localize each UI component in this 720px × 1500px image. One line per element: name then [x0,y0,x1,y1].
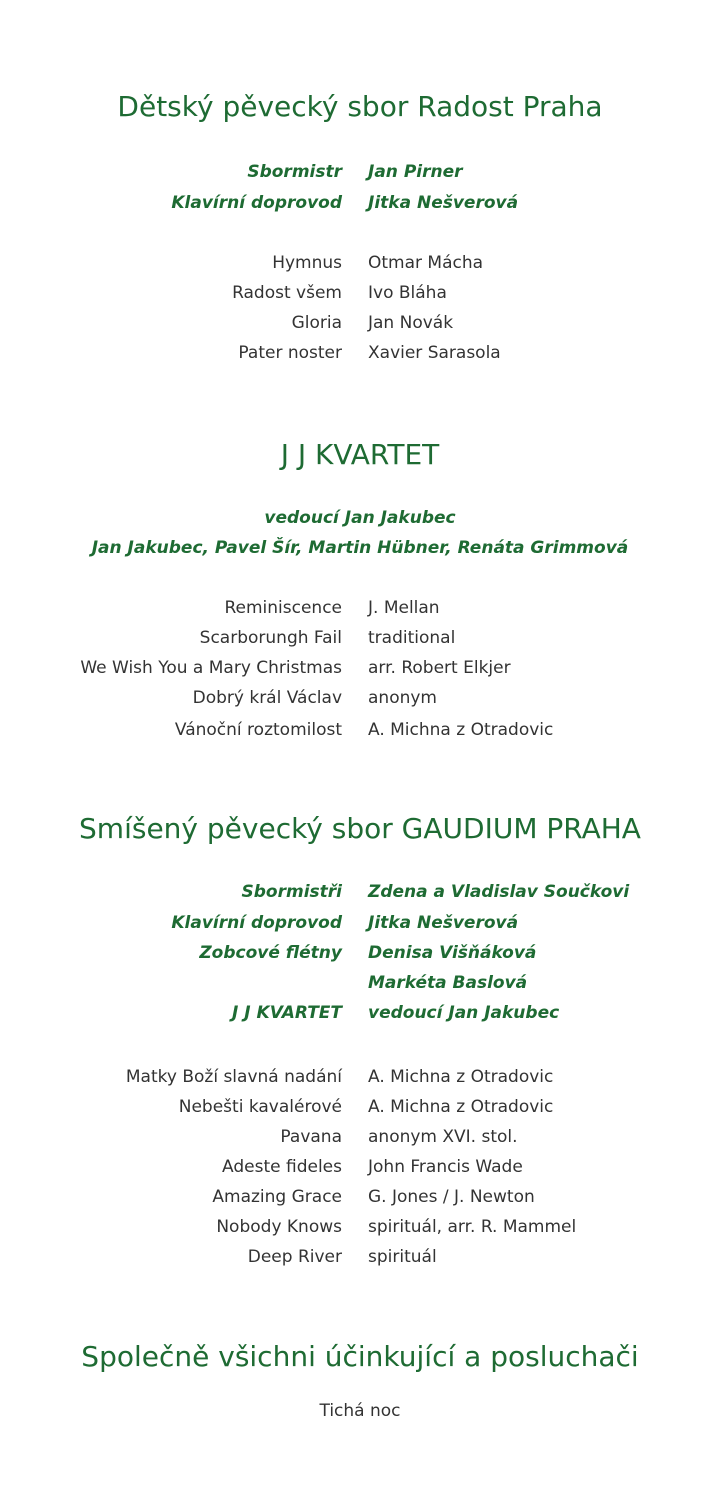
program-author: A. Michna z Otradovic [368,1067,554,1087]
program-title: Radost všem [232,283,342,303]
program-author: A. Michna z Otradovic [368,720,554,740]
program-author: anonym [368,688,437,708]
role-value: Jan Pirner [368,162,463,182]
final-song: Tichá noc [319,1401,401,1421]
program-title: Gloria [291,313,342,333]
program-title: Pater noster [238,343,342,363]
role-value: vedoucí Jan Jakubec [368,1003,560,1023]
role-value: Zdena a Vladislav Součkovi [368,882,630,902]
ensemble-members: Jan Jakubec, Pavel Šír, Martin Hübner, Renáta Grimmová [91,538,629,558]
section-title: Společně všichni účinkující a posluchači [81,1340,639,1373]
section-title: J J KVARTET [280,438,440,471]
program-author: G. Jones / J. Newton [368,1187,535,1207]
program-author: spirituál [368,1247,437,1267]
program-title: Pavana [280,1127,342,1147]
program-title: Vánoční roztomilost [174,720,342,740]
role-label: Klavírní doprovod [171,913,342,933]
ensemble-leader: vedoucí Jan Jakubec [264,508,456,528]
program-title: Nebešti kavalérové [178,1097,342,1117]
program-title: Deep River [247,1247,342,1267]
program-author: arr. Robert Elkjer [368,658,511,678]
role-value: Denisa Višňáková [368,943,537,963]
program-title: Nobody Knows [216,1217,342,1237]
program-author: Xavier Sarasola [368,343,501,363]
section-title: Dětský pěvecký sbor Radost Praha [117,90,603,123]
program-author: Ivo Bláha [368,283,447,303]
role-label: J J KVARTET [232,1003,342,1023]
role-value: Jitka Nešverová [368,193,519,213]
program-author: Otmar Mácha [368,253,484,273]
program-author: anonym XVI. stol. [368,1127,518,1147]
program-title: Hymnus [272,253,342,273]
role-label: Sbormistři [241,882,342,902]
program-author: J. Mellan [368,598,440,618]
program-title: Adeste fideles [222,1157,342,1177]
program-author: traditional [368,628,456,648]
program-author: A. Michna z Otradovic [368,1097,554,1117]
program-title: Amazing Grace [212,1187,342,1207]
role-value: Jitka Nešverová [368,913,519,933]
role-label: Klavírní doprovod [171,193,342,213]
section-title: Smíšený pěvecký sbor GAUDIUM PRAHA [79,812,641,845]
program-title: Scarborungh Fail [199,628,342,648]
program-author: spirituál, arr. R. Mammel [368,1217,577,1237]
program-author: John Francis Wade [368,1157,523,1177]
program-title: Reminiscence [224,598,342,618]
role-label: Sbormistr [247,162,342,182]
role-value: Markéta Baslová [368,973,528,993]
program-title: Dobrý král Václav [192,688,342,708]
program-author: Jan Novák [368,313,454,333]
role-label: Zobcové flétny [199,943,342,963]
program-title: Matky Boží slavná nadání [125,1067,342,1087]
program-title: We Wish You a Mary Christmas [80,658,342,678]
